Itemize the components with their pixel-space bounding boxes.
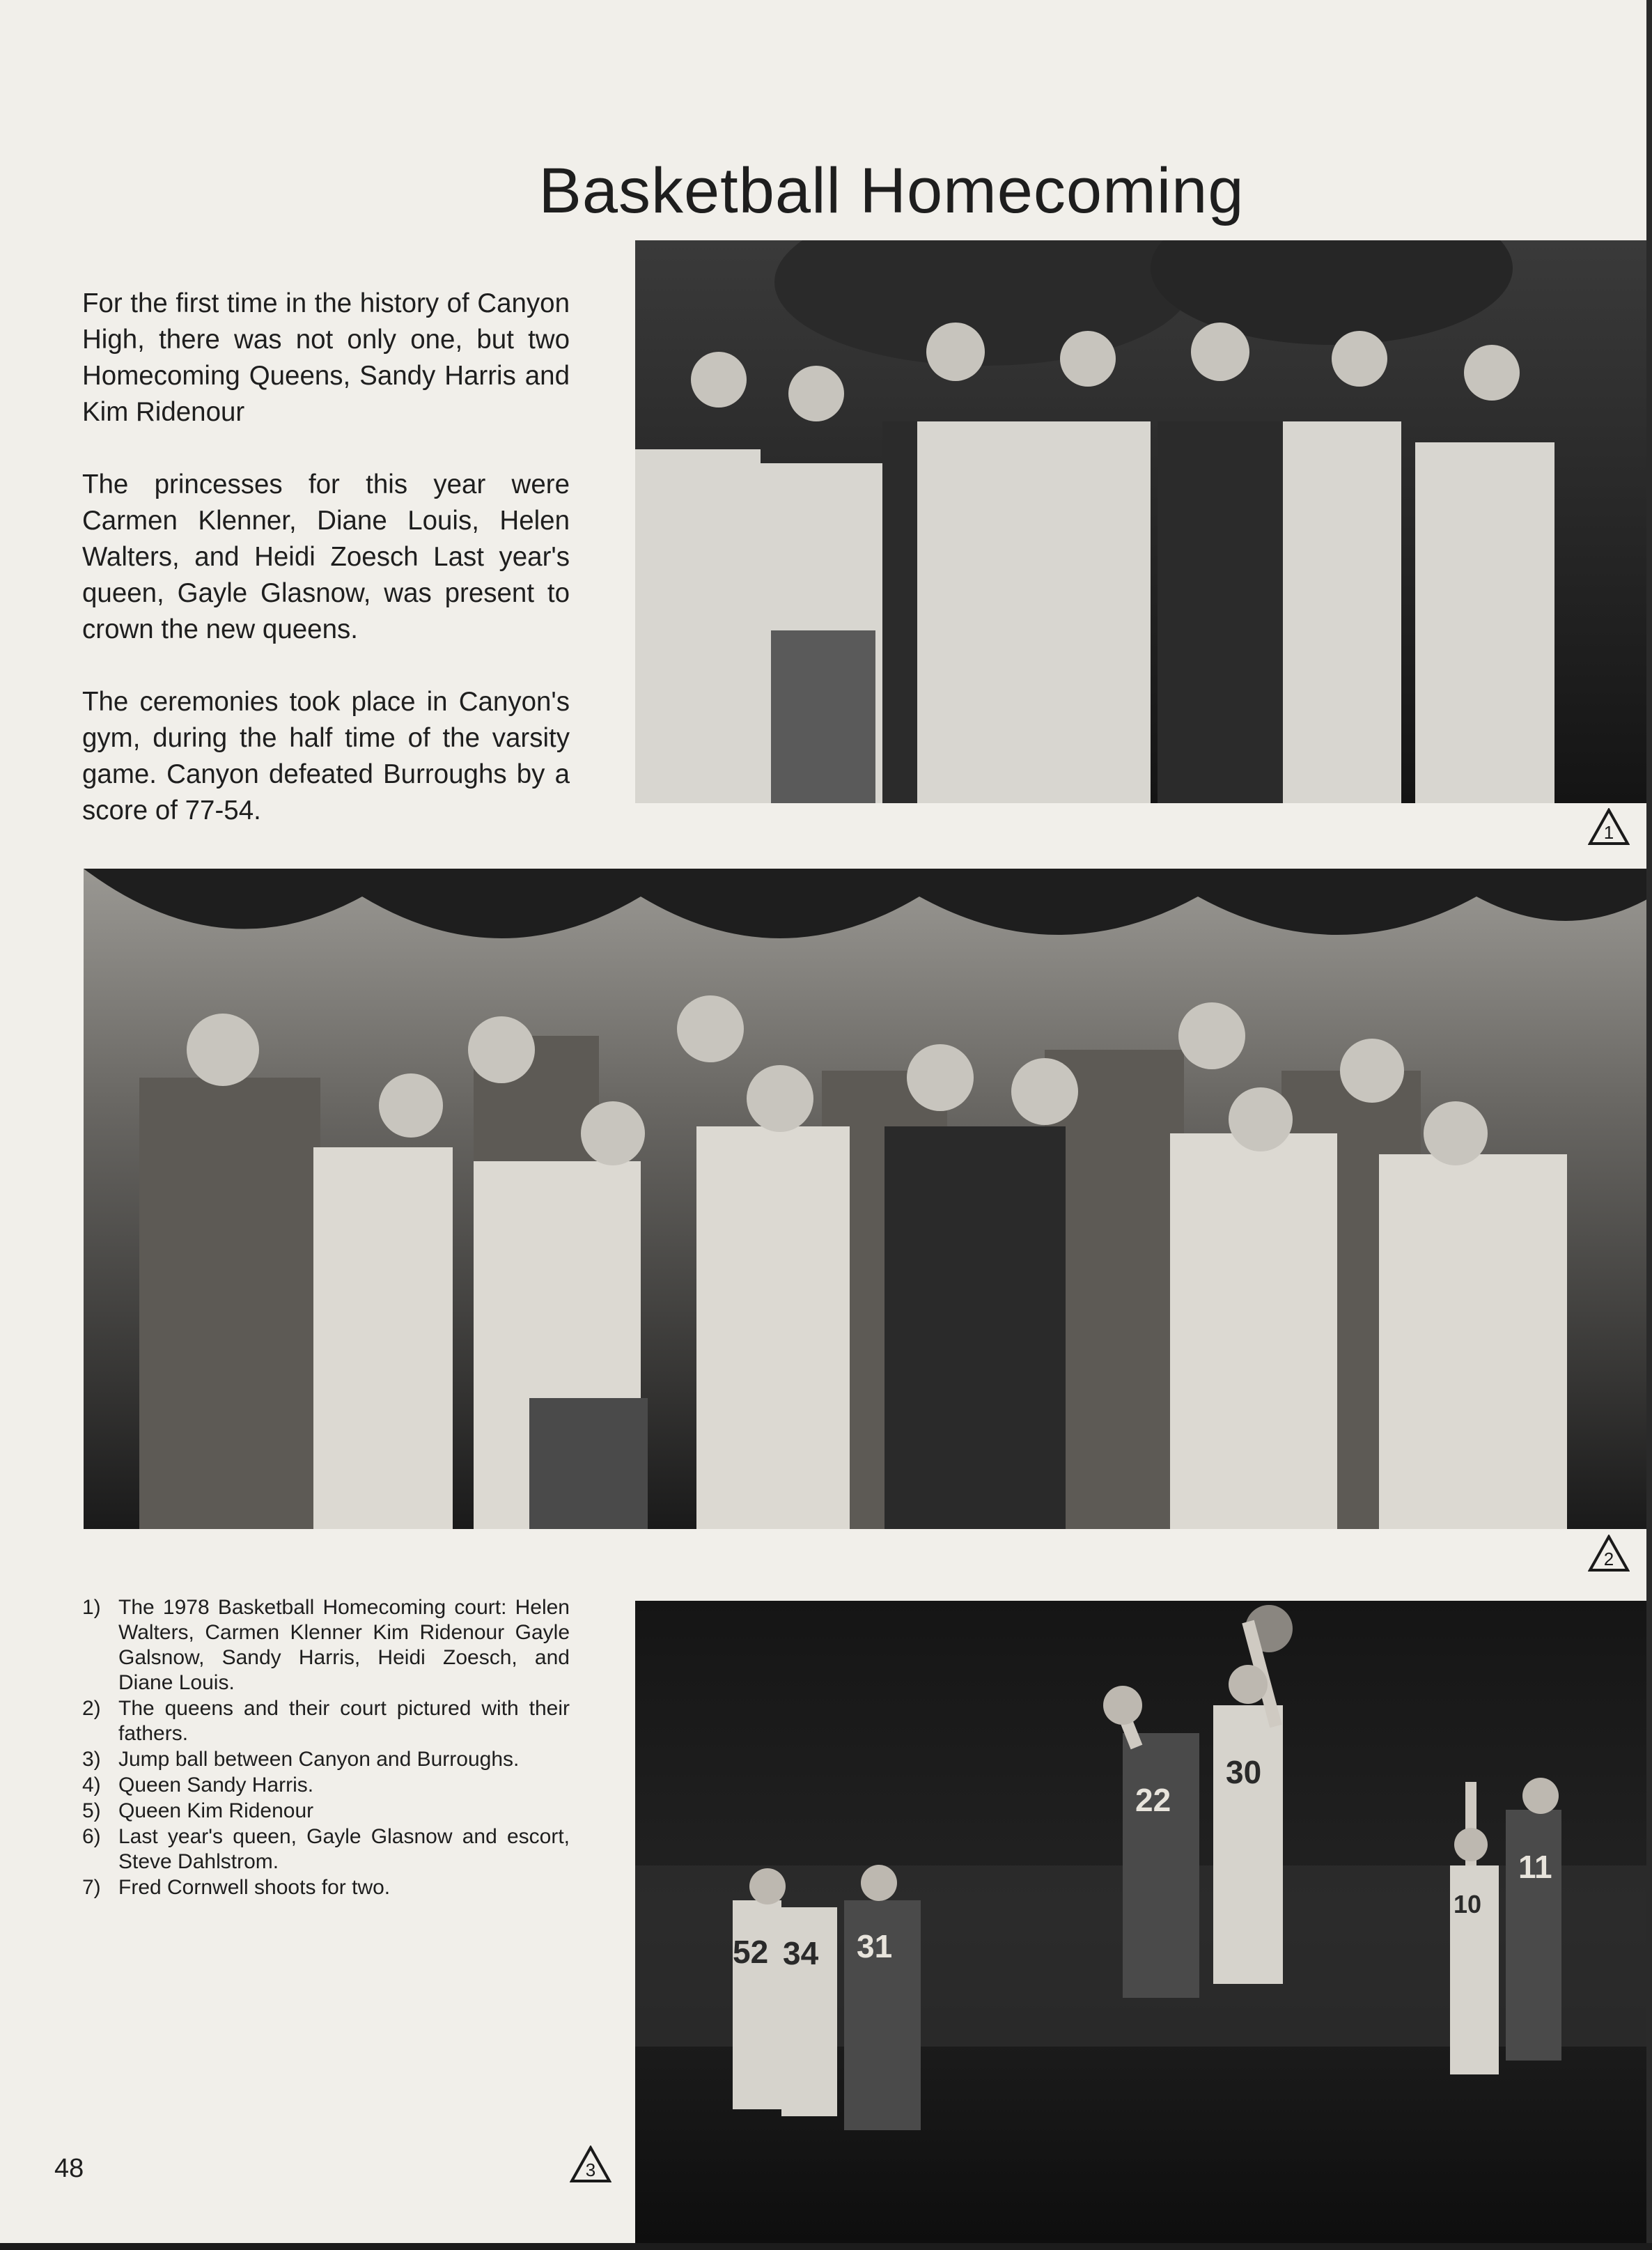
caption-item [82,1799,570,1824]
jersey-number: 52 [733,1934,769,1970]
jersey-number: 22 [1135,1782,1171,1818]
intro-text [82,286,570,865]
photo-marker-1-number: 1 [1603,822,1614,843]
photo-captions [82,1595,570,1901]
page-title: Basketball Homecoming [538,155,1245,226]
photo-court-with-fathers-image [84,869,1652,1529]
caption-number: 3) [82,1748,101,1771]
caption-text: Fred Cornwell shoots for two. [118,1876,391,1899]
caption-text: Last year's queen, Gayle Glasnow and escort, Steve Dahlstrom. [118,1825,570,1873]
intro-paragraph-1: For the first time in the history of Canyon High, there was not only one, but two Homecoming Queens, Sandy Harris and Kim Ridenour [82,288,570,427]
photo-jump-ball-image [635,1601,1652,2243]
photo-marker-3 [570,2146,611,2183]
photo-court-with-fathers [84,869,1652,1529]
caption-text: Queen Sandy Harris. [118,1774,314,1797]
caption-item [82,1824,570,1875]
caption-number: 1) [82,1596,101,1619]
caption-item [82,1773,570,1798]
caption-item [82,1696,570,1746]
jersey-number: 10 [1454,1890,1482,1918]
jersey-number: 31 [857,1928,893,1964]
caption-item [82,1747,570,1772]
intro-paragraph-2: The princesses for this year were Carmen Klenner, Diane Louis, Helen Walters, and Heidi Zoesch Last year's queen, Gayle Glasnow, was present to crown the new queens. [82,470,570,644]
caption-item [82,1595,570,1696]
photo-marker-1 [1588,808,1630,846]
jersey-number: 11 [1518,1849,1552,1885]
page-edge-shadow [1646,0,1652,2250]
intro-paragraph-3: The ceremonies took place in Canyon's gym, during the half time of the varsity game. Canyon defeated Burroughs by a score of 77-54. [82,687,570,825]
photo-homecoming-court [635,240,1652,803]
photo-marker-3-number: 3 [585,2159,596,2180]
jersey-number: 30 [1226,1754,1262,1790]
caption-number: 2) [82,1697,101,1720]
photo-jump-ball [635,1601,1652,2243]
caption-number: 4) [82,1774,101,1797]
page-bottom-edge [0,2243,1652,2250]
jersey-number: 34 [783,1935,819,1971]
caption-text: The queens and their court pictured with their fathers. [118,1697,570,1745]
caption-number: 7) [82,1876,101,1899]
photo-marker-2-number: 2 [1603,1549,1614,1569]
caption-text: Queen Kim Ridenour [118,1799,314,1822]
photo-homecoming-court-image [635,240,1652,803]
caption-text: The 1978 Basketball Homecoming court: Helen Walters, Carmen Klenner Kim Ridenour Gayle Galsnow, Sandy Harris, Heidi Zoesch, and Diane Louis. [118,1596,570,1694]
caption-number: 5) [82,1799,101,1822]
page-number: 48 [54,2154,84,2183]
caption-item [82,1875,570,1900]
caption-number: 6) [82,1825,101,1848]
photo-marker-2 [1588,1535,1630,1572]
caption-text: Jump ball between Canyon and Burroughs. [118,1748,520,1771]
